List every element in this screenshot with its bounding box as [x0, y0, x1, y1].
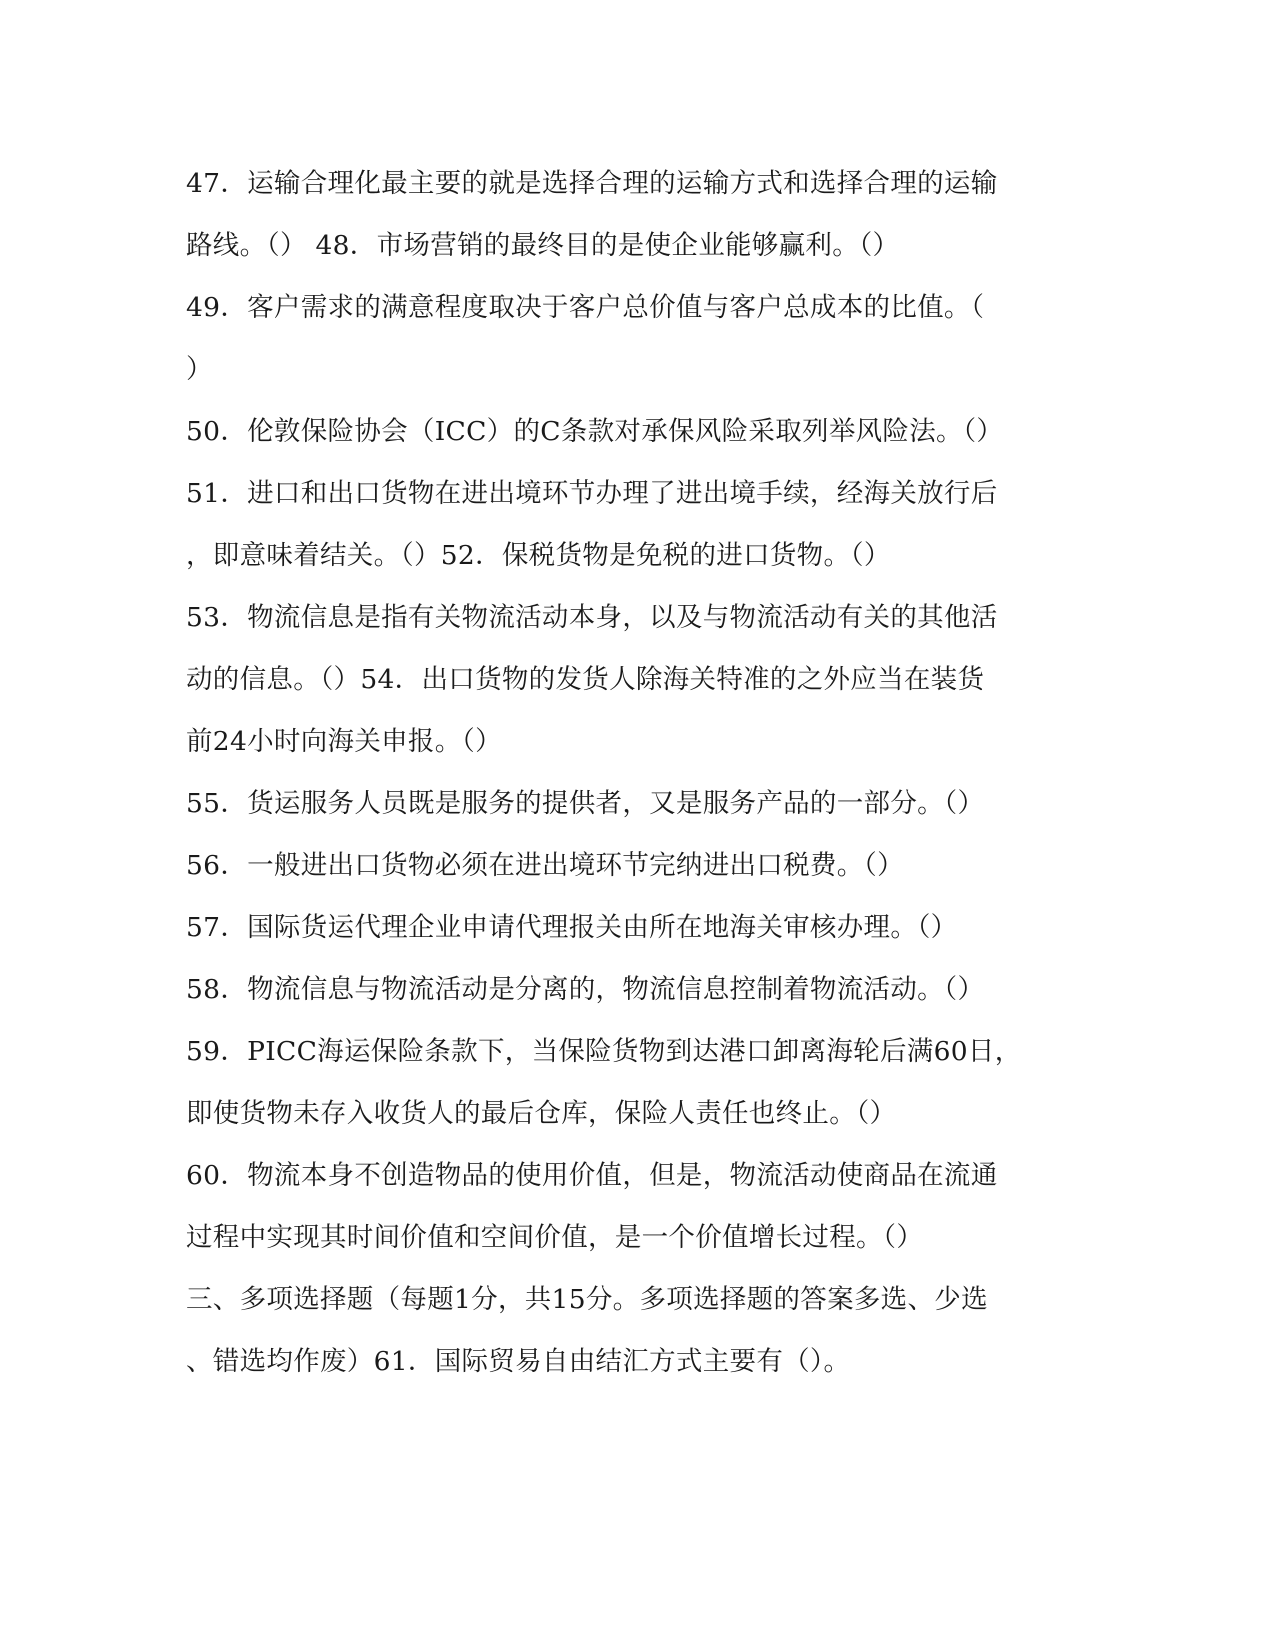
text-line: 50．伦敦保险协会（ICC）的C条款对承保风险采取列举风险法。（） [186, 416, 1004, 447]
text-line: 47．运输合理化最主要的就是选择合理的运输方式和选择合理的运输 [186, 168, 998, 199]
text-line: 51．进口和出口货物在进出境环节办理了进出境手续，经海关放行后 [186, 478, 998, 509]
text-line: ，即意味着结关。（）52．保税货物是免税的进口货物。（） [186, 540, 891, 571]
text-line: 56．一般进出口货物必须在进出境环节完纳进出口税费。（） [186, 850, 904, 881]
text-line: 58．物流信息与物流活动是分离的，物流信息控制着物流活动。（） [186, 974, 985, 1005]
text-line: 55．货运服务人员既是服务的提供者，又是服务产品的一部分。（） [186, 788, 985, 819]
text-line: 即使货物未存入收货人的最后仓库，保险人责任也终止。（） [186, 1098, 897, 1129]
text-line: 60．物流本身不创造物品的使用价值，但是，物流活动使商品在流通 [186, 1160, 998, 1191]
document-page [186, 153, 1066, 1393]
text-line: 49．客户需求的满意程度取决于客户总价值与客户总成本的比值。（ [186, 292, 985, 323]
text-line: 三、多项选择题（每题1分，共15分。多项选择题的答案多选、少选 [186, 1284, 988, 1315]
text-line: 动的信息。（）54．出口货物的发货人除海关特准的之外应当在装货 [186, 664, 985, 695]
text-line: 、错选均作废）61．国际贸易自由结汇方式主要有（）。 [186, 1346, 851, 1377]
text-line: ） [186, 354, 213, 385]
text-line: 路线。（） 48．市场营销的最终目的是使企业能够赢利。（） [186, 230, 900, 261]
text-line: 59．PICC海运保险条款下，当保险货物到达港口卸离海轮后满60日， [186, 1036, 1022, 1067]
text-line: 前24小时向海关申报。（） [186, 726, 502, 757]
text-line: 过程中实现其时间价值和空间价值，是一个价值增长过程。（） [186, 1222, 924, 1253]
text-line: 53．物流信息是指有关物流活动本身，以及与物流活动有关的其他活 [186, 602, 998, 633]
text-line: 57．国际货运代理企业申请代理报关由所在地海关审核办理。（） [186, 912, 958, 943]
